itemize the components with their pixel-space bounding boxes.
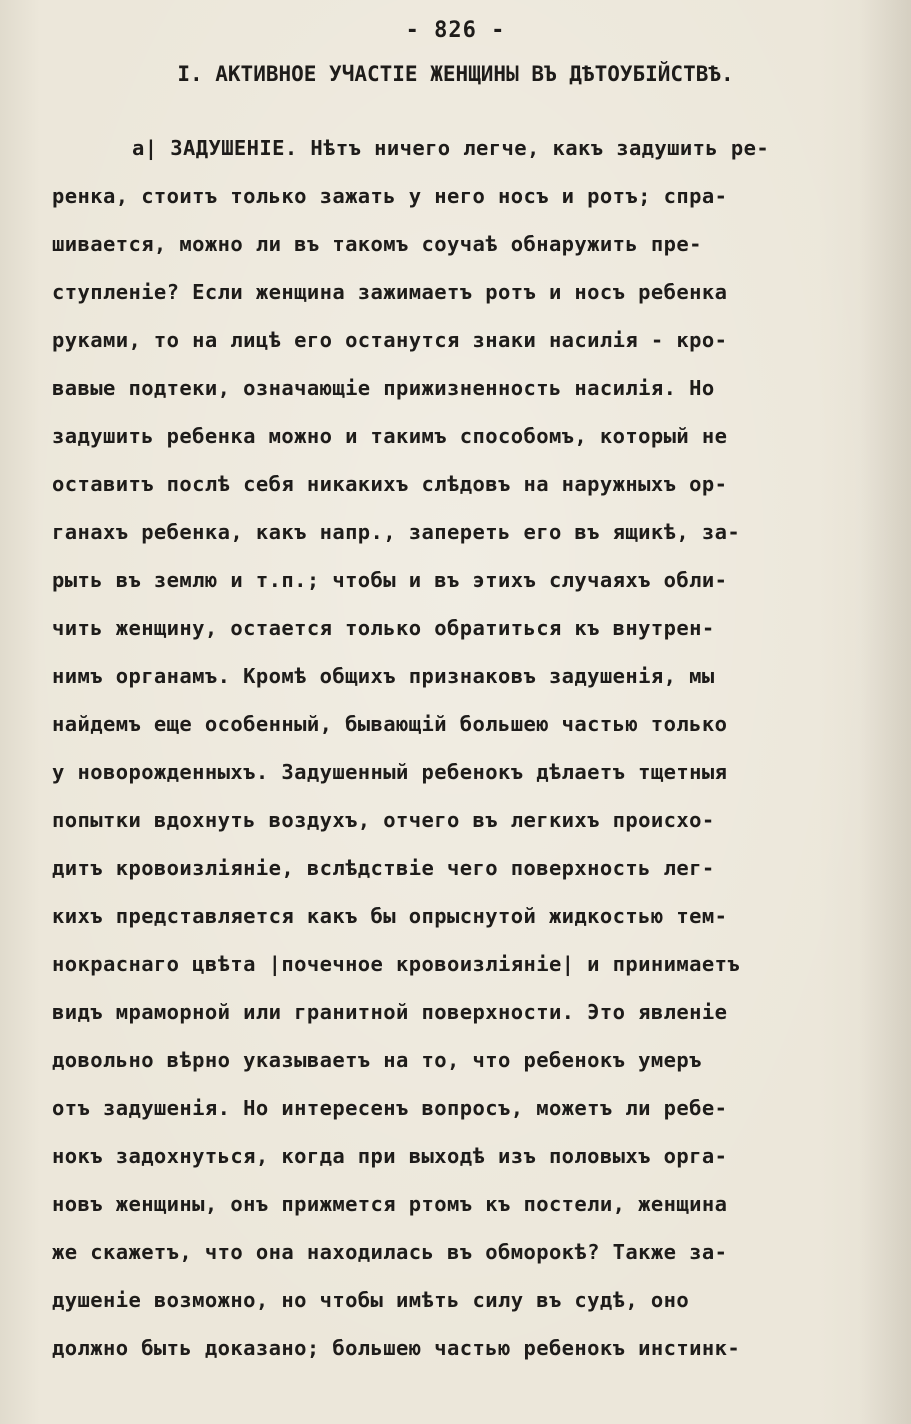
text-line: нокраснаго цвѣта |почечное кровоизліяніе| и принимаетъ	[52, 952, 741, 976]
text-line: у новорожденныхъ. Задушенный ребенокъ дѣлаетъ тщетныя	[52, 760, 728, 784]
text-line: задушить ребенка можно и такимъ способомъ, который не	[52, 424, 728, 448]
page-edge-shading	[816, 0, 911, 1424]
text-line: отъ задушенія. Но интересенъ вопросъ, можетъ ли ребе-	[52, 1096, 728, 1120]
text-line: должно быть доказано; большею частью ребенокъ инстинк-	[52, 1336, 741, 1360]
text-line: чить женщину, остается только обратиться къ внутрен-	[52, 616, 715, 640]
section-heading: I. АКТИВНОЕ УЧАСТІЕ ЖЕНЩИНЫ ВЪ ДѢТОУБІЙСТВѢ.	[177, 62, 734, 86]
text-line: кихъ представляется какъ бы опрыснутой жидкостью тем-	[52, 904, 728, 928]
text-line: ганахъ ребенка, какъ напр., запереть его въ ящикѣ, за-	[52, 520, 741, 544]
text-line: же скажетъ, что она находилась въ обморокѣ? Также за-	[52, 1240, 728, 1264]
text-line: руками, то на лицѣ его останутся знаки насилія - кро-	[52, 328, 728, 352]
text-line: видъ мраморной или гранитной поверхности. Это явленіе	[52, 1000, 728, 1024]
text-line: душеніе возможно, но чтобы имѣть силу въ судѣ, оно	[52, 1288, 690, 1312]
text-line: вавые подтеки, означающіе прижизненность насилія. Но	[52, 376, 715, 400]
text-line: рыть въ землю и т.п.; чтобы и въ этихъ случаяхъ обли-	[52, 568, 728, 592]
page-number: - 826 -	[405, 18, 506, 43]
text-line: а| ЗАДУШЕНІЕ. Нѣтъ ничего легче, какъ задушить ре-	[132, 136, 770, 160]
text-line: дитъ кровоизліяніе, вслѣдствіе чего поверхность лег-	[52, 856, 715, 880]
text-line: ступленіе? Если женщина зажимаетъ ротъ и носъ ребенка	[52, 280, 728, 304]
text-line: ренка, стоитъ только зажать у него носъ и ротъ; спра-	[52, 184, 728, 208]
text-line: нокъ задохнуться, когда при выходѣ изъ половыхъ орга-	[52, 1144, 728, 1168]
text-line: довольно вѣрно указываетъ на то, что ребенокъ умеръ	[52, 1048, 702, 1072]
text-line: новъ женщины, онъ прижмется ртомъ къ постели, женщина	[52, 1192, 728, 1216]
text-line: шивается, можно ли въ такомъ соучаѣ обнаружить пре-	[52, 232, 702, 256]
text-line: нимъ органамъ. Кромѣ общихъ признаковъ задушенія, мы	[52, 664, 715, 688]
text-line: оставитъ послѣ себя никакихъ слѣдовъ на наружныхъ ор-	[52, 472, 728, 496]
text-line: попытки вдохнуть воздухъ, отчего въ легкихъ происхо-	[52, 808, 715, 832]
text-line: найдемъ еще особенный, бывающій большею частью только	[52, 712, 728, 736]
